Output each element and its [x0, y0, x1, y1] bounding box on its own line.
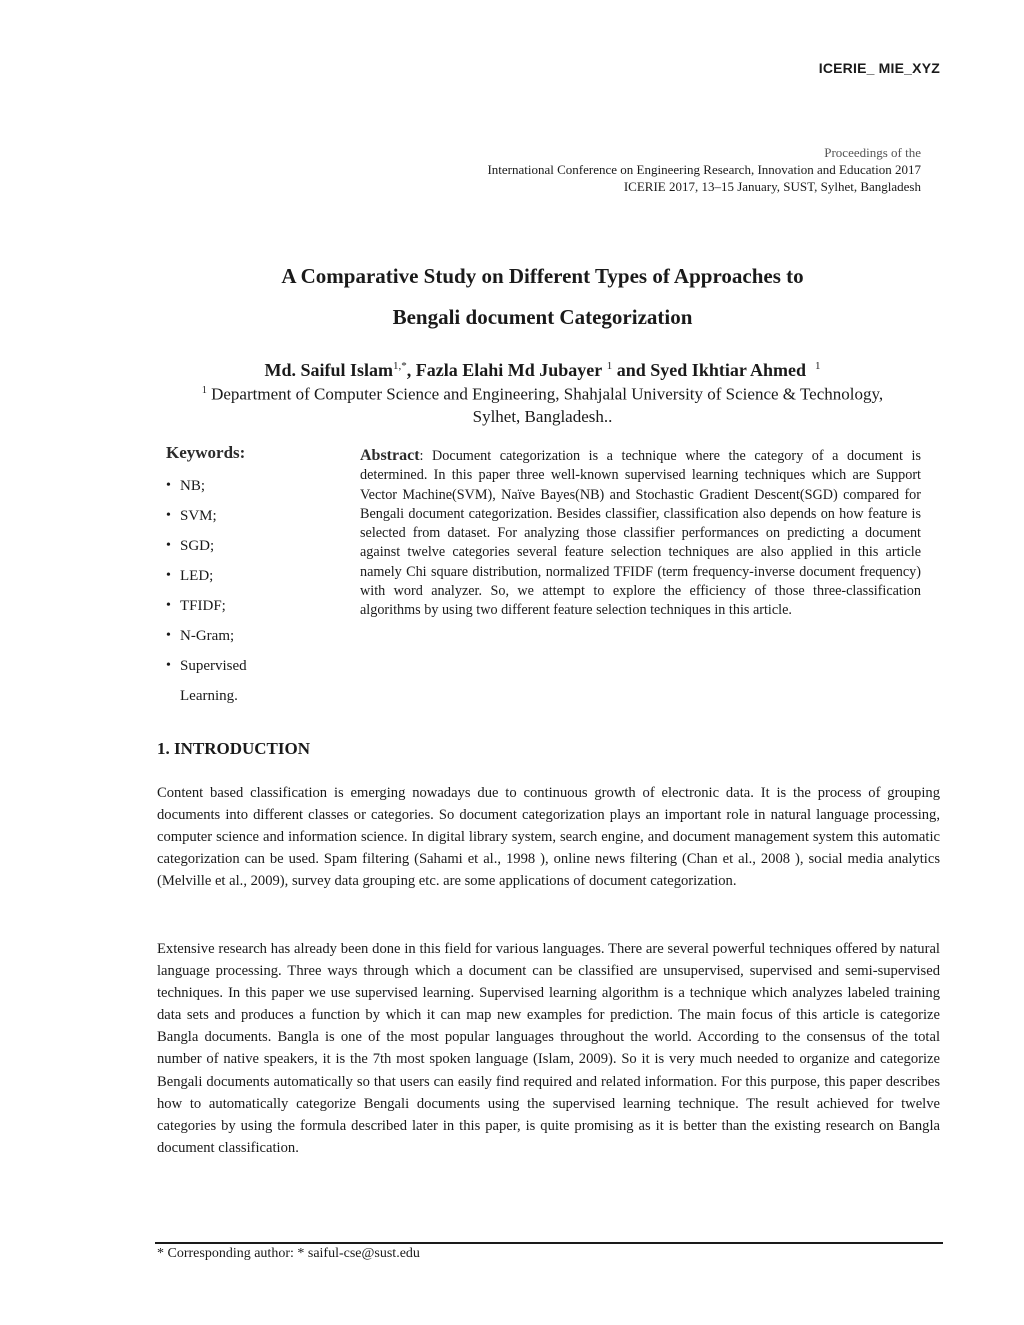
paper-id: ICERIE_ MIE_XYZ [818, 60, 940, 76]
paper-title [0, 256, 1024, 338]
proceedings-line-1: Proceedings of the [824, 145, 921, 160]
author-separator-2: and [612, 360, 651, 380]
title-line-1: A Comparative Study on Different Types of Approaches to [281, 264, 804, 288]
introduction-paragraph-1: Content based classification is emerging nowadays due to continuous growth of electronic data. It is the process of grouping documents into different classes or categories. So document categorization plays an important role in natural language processing, computer science and information science. In digital library system, search engine, and document management system this automatic categorization can be used. Spam filtering (Sahami et al., 1998 ), online news filtering (Chan et al., 2008 ), social media analytics (Melville et al., 2009), survey data grouping etc. are some applications of document categorization. [157, 785, 940, 890]
affiliation-mark: 1 [201, 385, 207, 396]
author-separator-1: , [406, 360, 416, 380]
keyword-item-continuation: Learning. [180, 688, 238, 704]
introduction-heading: 1. INTRODUCTION [157, 739, 311, 758]
keyword-item: • Supervised [166, 651, 336, 681]
author-list [0, 354, 1024, 382]
author-3: Syed Ikhtiar Ahmed [650, 360, 807, 380]
author-1-affiliation-mark: 1,* [393, 360, 407, 372]
abstract [360, 446, 921, 621]
keywords-box [166, 443, 336, 711]
keyword-item: • N-Gram; [166, 621, 336, 651]
author-1: Md. Saiful Islam [264, 360, 393, 380]
abstract-text: : Document categorization is a technique where the category of a document is determined. In this paper three well-known supervised learning techniques which are Support Vector Machine(SVM), Naïve Bayes(NB) and Stochastic Gradient Descent(SGD) compared for Bengali document categorization. Besides classifier, classification also depends on how feature is selected from dataset. For analyzing those classifier performances on predicting a document against twelve categories several feature selection techniques are also applied in this article namely Chi square distribution, normalized TFIDF (term frequency-inverse document frequency) with word analyzer. So, we attempt to explore the efficiency of those three-classification algorithms by using two different feature selection techniques in this article. [360, 448, 921, 619]
introduction-paragraph-2: Extensive research has already been done in this field for various languages. There are several powerful techniques offered by natural language processing. Three ways through which a document can be classified are unsupervised, supervised and semi-supervised techniques. In this paper we use supervised learning. Supervised learning algorithm is a technique which analyzes labeled training data sets and produces a function by which it can map new examples for prediction. The main focus of this article is categorize Bangla documents. Bangla is one of the most popular languages throughout the world. According to the consensus of the total number of native speakers, it is the 7th most spoken language (Islam, 2009). So it is very much needed to organize and categorize Bengali documents automatically so that users can easily find required and related information. For this purpose, this paper describes how to automatically categorize Bengali documents using the supervised learning technique. The result achieved for twelve categories by using the formula described later in this paper, is quite promising as it is better than the existing research on Bangla document classification. [157, 941, 940, 1156]
keywords-list [166, 471, 336, 711]
author-2: Fazla Elahi Md Jubayer [415, 360, 603, 380]
title-line-2: Bengali document Categorization [392, 305, 693, 329]
keyword-item: • SGD; [166, 531, 336, 561]
affiliation-line-1 [0, 380, 1024, 406]
keywords-heading: Keywords: [166, 443, 246, 462]
corresponding-author-footnote: * Corresponding author: * saiful-cse@sust.edu [157, 1246, 420, 1261]
affiliation [0, 380, 1024, 428]
affiliation-text: Department of Computer Science and Engineering, Shahjalal University of Science & Technology, [211, 384, 884, 404]
keyword-item: • LED; [166, 561, 336, 591]
author-3-affiliation-mark: 1 [815, 360, 821, 372]
keyword-item: • TFIDF; [166, 591, 336, 621]
abstract-label: Abstract [360, 447, 420, 464]
keyword-item: • SVM; [166, 501, 336, 531]
keyword-item: • NB; [166, 471, 336, 501]
affiliation-line-2: Sylhet, Bangladesh.. [472, 406, 613, 426]
proceedings-line-2: International Conference on Engineering Research, Innovation and Education 2017 [487, 162, 921, 177]
author-2-affiliation-mark: 1 [606, 360, 613, 372]
footnote-divider [155, 1242, 943, 1244]
proceedings-header [487, 144, 921, 195]
proceedings-line-3: ICERIE 2017, 13–15 January, SUST, Sylhet, Bangladesh [623, 179, 921, 194]
